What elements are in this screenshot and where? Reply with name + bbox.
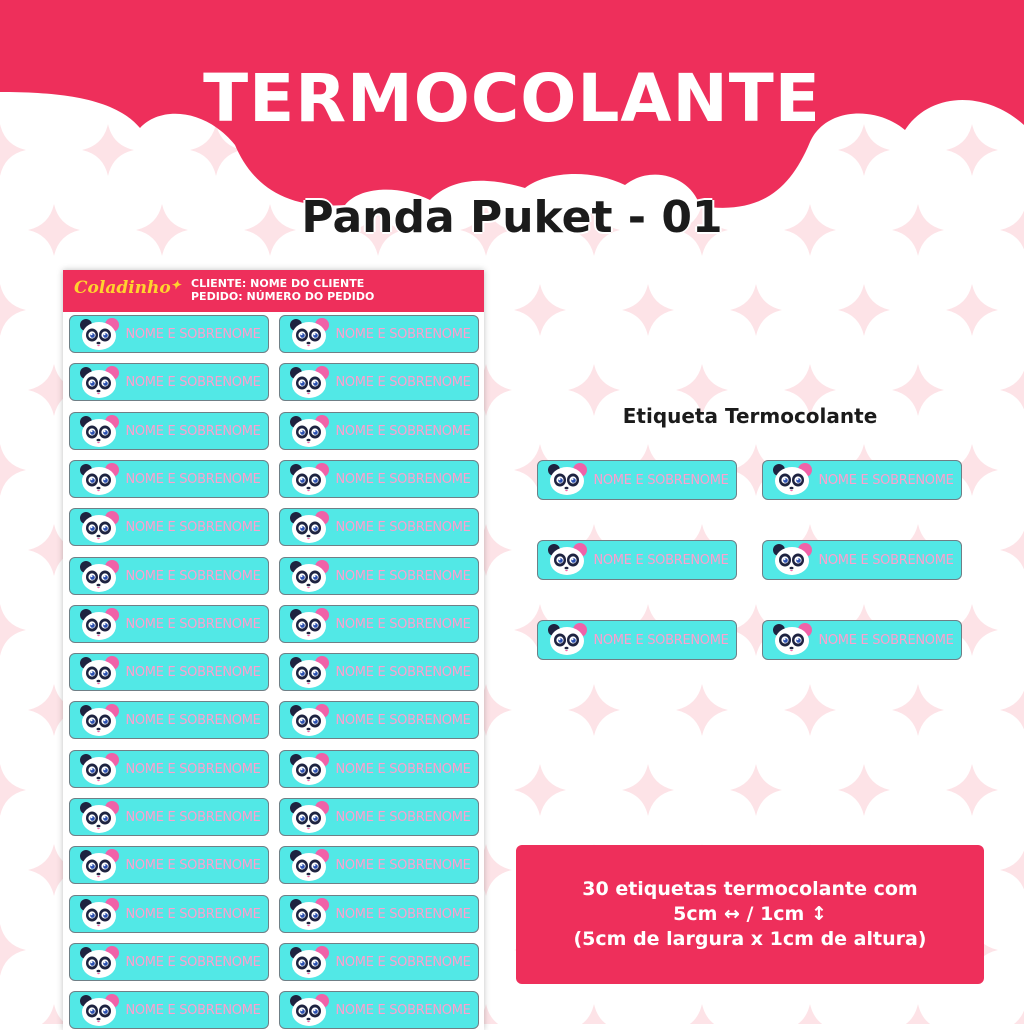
panda-face-icon — [287, 849, 331, 883]
panda-face-icon — [77, 704, 121, 738]
label-name-text: NOME E SOBRENOME — [335, 568, 471, 584]
panda-face-icon — [545, 543, 589, 577]
panda-face-icon — [287, 946, 331, 980]
panda-face-icon — [77, 656, 121, 690]
preview-title: Etiqueta Termocolante — [622, 404, 878, 428]
order-line: PEDIDO: NÚMERO DO PEDIDO — [191, 290, 375, 303]
panda-face-icon — [770, 463, 814, 497]
sheet-label — [279, 750, 479, 788]
sheet-label — [69, 460, 269, 498]
sheet-label — [279, 991, 479, 1029]
panda-face-icon — [77, 318, 121, 352]
label-name-text: NOME E SOBRENOME — [335, 423, 471, 439]
panda-face-icon — [77, 463, 121, 497]
label-name-text: NOME E SOBRENOME — [593, 473, 729, 488]
sheet-label — [279, 653, 479, 691]
panda-face-icon — [77, 801, 121, 835]
sheet-label — [69, 653, 269, 691]
label-name-text: NOME E SOBRENOME — [125, 375, 261, 391]
panda-face-icon — [77, 366, 121, 400]
brand-star-icon: ✦ — [170, 278, 181, 292]
sparkle-star-icon — [0, 604, 26, 656]
label-name-text: NOME E SOBRENOME — [125, 423, 261, 439]
sheet-label — [279, 460, 479, 498]
preview-label — [762, 460, 962, 500]
sheet-label — [69, 846, 269, 884]
sparkle-star-icon — [784, 684, 836, 736]
sheet-label — [279, 701, 479, 739]
sparkle-star-icon — [568, 684, 620, 736]
label-sheet — [63, 270, 484, 1030]
preview-label — [762, 620, 962, 660]
sparkle-star-icon — [1000, 364, 1024, 416]
label-name-text: NOME E SOBRENOME — [335, 954, 471, 970]
sparkle-star-icon — [1000, 524, 1024, 576]
sheet-label — [69, 943, 269, 981]
label-name-text: NOME E SOBRENOME — [125, 954, 261, 970]
sparkle-star-icon — [622, 284, 674, 336]
label-name-text: NOME E SOBRENOME — [335, 520, 471, 536]
sparkle-star-icon — [730, 284, 782, 336]
label-name-text: NOME E SOBRENOME — [125, 906, 261, 922]
sparkle-star-icon — [892, 684, 944, 736]
info-line-1: 30 etiquetas termocolante com — [582, 878, 918, 900]
label-name-text: NOME E SOBRENOME — [593, 633, 729, 648]
client-line: CLIENTE: NOME DO CLIENTE — [191, 277, 365, 290]
panda-face-icon — [770, 543, 814, 577]
sheet-label — [279, 315, 479, 353]
sparkle-star-icon — [514, 284, 566, 336]
label-name-text: NOME E SOBRENOME — [335, 906, 471, 922]
info-line-3: (5cm de largura x 1cm de altura) — [573, 928, 927, 950]
order-info — [191, 277, 374, 303]
panda-face-icon — [77, 946, 121, 980]
label-name-text: NOME E SOBRENOME — [125, 810, 261, 825]
sheet-label — [279, 798, 479, 836]
sparkle-star-icon — [730, 764, 782, 816]
sparkle-star-icon — [1000, 844, 1024, 896]
sparkle-star-icon — [946, 764, 998, 816]
panda-face-icon — [287, 560, 331, 594]
sparkle-star-icon — [946, 284, 998, 336]
label-name-text: NOME E SOBRENOME — [818, 553, 954, 568]
label-name-text: NOME E SOBRENOME — [335, 1003, 471, 1019]
brand-logo — [74, 278, 181, 298]
panda-face-icon — [287, 994, 331, 1028]
panda-face-icon — [77, 511, 121, 545]
sheet-label — [69, 750, 269, 788]
panda-face-icon — [287, 415, 331, 449]
sparkle-star-icon — [568, 1004, 620, 1024]
info-box — [516, 845, 984, 984]
panda-face-icon — [77, 560, 121, 594]
sparkle-star-icon — [0, 444, 26, 496]
sheet-label — [279, 508, 479, 546]
label-name-text: NOME E SOBRENOME — [335, 327, 471, 342]
label-name-text: NOME E SOBRENOME — [335, 665, 471, 681]
sparkle-star-icon — [892, 1004, 944, 1024]
brand-name: Coladinho — [74, 278, 171, 298]
panda-face-icon — [77, 898, 121, 932]
label-name-text: NOME E SOBRENOME — [335, 375, 471, 391]
label-name-text: NOME E SOBRENOME — [125, 1003, 261, 1019]
panda-face-icon — [287, 463, 331, 497]
sparkle-star-icon — [784, 1004, 836, 1024]
panda-face-icon — [287, 608, 331, 642]
sheet-label — [69, 991, 269, 1029]
sheet-label — [69, 315, 269, 353]
label-name-text: NOME E SOBRENOME — [125, 327, 261, 342]
sparkle-star-icon — [838, 764, 890, 816]
label-name-text: NOME E SOBRENOME — [818, 633, 954, 648]
label-name-text: NOME E SOBRENOME — [593, 553, 729, 568]
label-name-text: NOME E SOBRENOME — [125, 665, 261, 681]
sheet-label — [279, 412, 479, 450]
sheet-label — [69, 508, 269, 546]
panda-face-icon — [287, 511, 331, 545]
panda-face-icon — [287, 656, 331, 690]
sparkle-star-icon — [0, 284, 26, 336]
label-name-text: NOME E SOBRENOME — [125, 616, 261, 632]
sheet-label — [69, 798, 269, 836]
sparkle-star-icon — [838, 284, 890, 336]
panda-face-icon — [77, 415, 121, 449]
sparkle-star-icon — [0, 924, 26, 976]
label-name-text: NOME E SOBRENOME — [125, 713, 261, 729]
panda-face-icon — [77, 994, 121, 1028]
label-name-text: NOME E SOBRENOME — [335, 810, 471, 825]
sheet-label — [279, 943, 479, 981]
panda-face-icon — [77, 849, 121, 883]
sparkle-star-icon — [0, 764, 26, 816]
product-subtitle: Panda Puket - 01 — [301, 192, 723, 243]
label-name-text: NOME E SOBRENOME — [818, 473, 954, 488]
sparkle-star-icon — [1000, 684, 1024, 736]
sparkle-star-icon — [676, 1004, 728, 1024]
sheet-label — [279, 846, 479, 884]
panda-face-icon — [287, 898, 331, 932]
label-name-text: NOME E SOBRENOME — [125, 471, 261, 487]
sheet-label — [279, 895, 479, 933]
sheet-label — [69, 557, 269, 595]
panda-face-icon — [287, 753, 331, 787]
label-name-text: NOME E SOBRENOME — [125, 761, 261, 777]
label-name-text: NOME E SOBRENOME — [335, 761, 471, 777]
preview-label — [762, 540, 962, 580]
panda-face-icon — [770, 623, 814, 657]
sheet-label — [69, 412, 269, 450]
panda-face-icon — [77, 753, 121, 787]
panda-face-icon — [287, 704, 331, 738]
sparkle-star-icon — [514, 764, 566, 816]
panda-face-icon — [545, 623, 589, 657]
preview-label — [537, 460, 737, 500]
label-name-text: NOME E SOBRENOME — [335, 713, 471, 729]
info-line-2: 5cm ↔ / 1cm ↕ — [673, 903, 827, 925]
sheet-label — [279, 363, 479, 401]
sparkle-star-icon — [1000, 1004, 1024, 1024]
sheet-label — [69, 701, 269, 739]
sheet-label — [69, 895, 269, 933]
panda-face-icon — [545, 463, 589, 497]
sparkle-star-icon — [676, 684, 728, 736]
panda-face-icon — [77, 608, 121, 642]
label-name-text: NOME E SOBRENOME — [335, 858, 471, 874]
panda-face-icon — [287, 366, 331, 400]
label-name-text: NOME E SOBRENOME — [335, 471, 471, 487]
sheet-label — [279, 605, 479, 643]
sheet-label — [69, 605, 269, 643]
page-title: TERMOCOLANTE — [203, 60, 821, 137]
panda-face-icon — [287, 318, 331, 352]
sparkle-star-icon — [622, 764, 674, 816]
label-name-text: NOME E SOBRENOME — [125, 520, 261, 536]
sheet-header — [63, 270, 484, 312]
label-name-text: NOME E SOBRENOME — [125, 568, 261, 584]
label-name-text: NOME E SOBRENOME — [125, 858, 261, 874]
sheet-label — [279, 557, 479, 595]
preview-label — [537, 620, 737, 660]
sheet-label — [69, 363, 269, 401]
panda-face-icon — [287, 801, 331, 835]
preview-label — [537, 540, 737, 580]
label-name-text: NOME E SOBRENOME — [335, 616, 471, 632]
